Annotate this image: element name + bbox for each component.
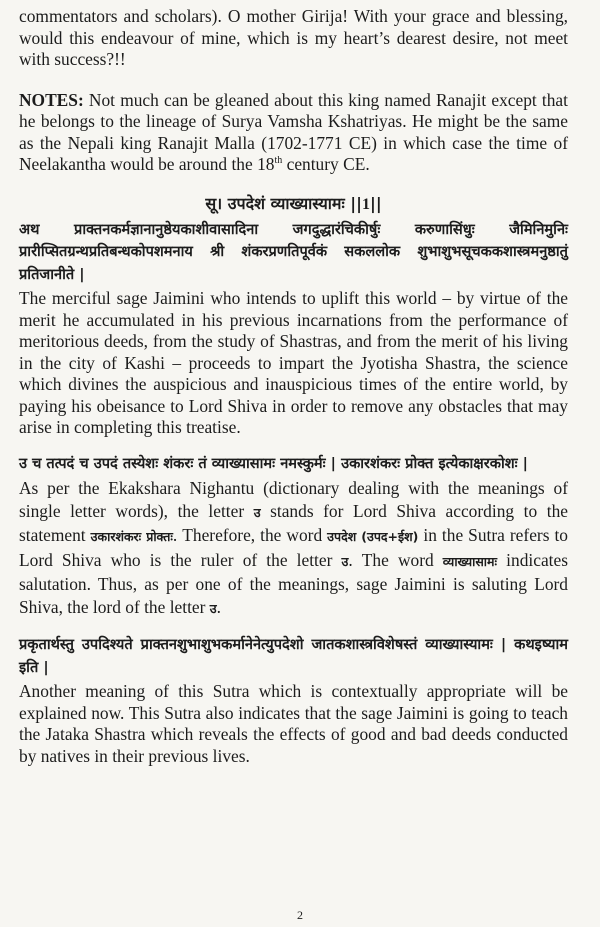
sanskrit-inline: उकारशंकरः प्रोक्तः — [90, 529, 173, 544]
sutra-end: || — [369, 193, 382, 213]
text-run: . The word — [348, 549, 443, 570]
notes-superscript: th — [274, 155, 283, 167]
sanskrit-commentary-3: प्रकृतार्थस्तु उपदिश्यते प्राक्तनशुभाशुभकर्मानेनेत्युपदेशो जातकशास्त्रविशेषस्तं व्याख्यास्यामः | कथइष्याम इति | — [19, 636, 568, 676]
text-run: in the Sutra refers to Lord Shiva who is the ruler of the letter — [19, 525, 568, 570]
sanskrit-commentary-2: उ च तत्पदं च उपदं तस्येशः शंकरः तं व्याख्यासामः नमस्कुर्मः | उकारशंकरः प्रोक्त इत्येकाक्षरकोशः | — [19, 454, 529, 472]
text-run: indicates salutation. Thus, as per one of the meanings, sage Jaimini is saluting Lord Shiva, the lord of the letter — [19, 549, 568, 617]
sanskrit-inline: उ — [209, 600, 217, 616]
text-run: stands for Lord Shiva according to the statement — [19, 500, 568, 545]
page-number: 2 — [297, 908, 303, 922]
text-run: . Therefore, the word — [172, 525, 328, 545]
sutra-heading — [19, 192, 568, 217]
sanskrit-inline: उपदेश (उपद+ईश) — [327, 529, 419, 544]
sanskrit-commentary-1: अथ प्राक्तनकर्मज्ञानानुष्ठेयकाशीवासादिना जगदुद्धारंचिकीर्षुः करुणासिंधुः जैमिनिमुनिः प्रारीप्सितग्रन्थप्रतिबन्धकोपशमनाय श्री शंकरप्रणतिपूर्वकं सकललोक शुभाशुभसूचककशास्त्रमनुष्ठातुं प्रतिजानीते | — [19, 220, 568, 283]
sanskrit-inline: उ — [253, 504, 261, 520]
sanskrit-inline: व्याख्यासामः — [442, 553, 498, 569]
notes-label: NOTES: — [19, 89, 84, 110]
text-run: As per the Ekakshara Nighantu (dictionary dealing with the meanings of single letter words), the letter — [19, 478, 568, 521]
notes-text: Not much can be gleaned about this king named Ranajit except that he belongs to the lineage of Surya Vamsha Kshatriyas. He might be the same as the Nepali king Ranajit Malla (1702-1771 CE) in which case the time of Neelakantha would be around the 18 — [19, 89, 568, 174]
paragraph-intro: commentators and scholars). O mother Girija! With your grace and blessing, would this endeavour of mine, which is my heart’s dearest desire, not meet with success?!! — [19, 6, 568, 69]
sanskrit-inline: उ — [341, 553, 349, 569]
text-run: . — [216, 596, 221, 617]
notes-paragraph — [19, 90, 568, 176]
sutra-number: 1 — [361, 195, 370, 213]
paragraph-translation-3: Another meaning of this Sutra which is contextually appropriate will be explained now. This Sutra also indicates that the sage Jaimini is going to teach the Jataka Shastra which reveals the effects of good and bad deeds conducted by natives in their previous lives. — [19, 681, 568, 766]
paragraph-translation-1: The merciful sage Jaimini who intends to uplift this world – by virtue of the merit he accumulated in his previous incarnations from the performance of meritorious deeds, from the study of Shastras, and from the merit of his living in the city of Kashi – proceeds to impart the Jyotisha Shastra, the science which divines the auspicious and inauspicious times of the entire world, by paying his obeisance to Lord Shiva in order to remove any obstacles that may arise in completing this treatise. — [19, 288, 568, 437]
sutra-text: सू। उपदेशं व्याख्यास्यामः || — [205, 193, 362, 213]
notes-text-end: century CE. — [282, 154, 370, 174]
paragraph-translation-2 — [19, 477, 568, 620]
